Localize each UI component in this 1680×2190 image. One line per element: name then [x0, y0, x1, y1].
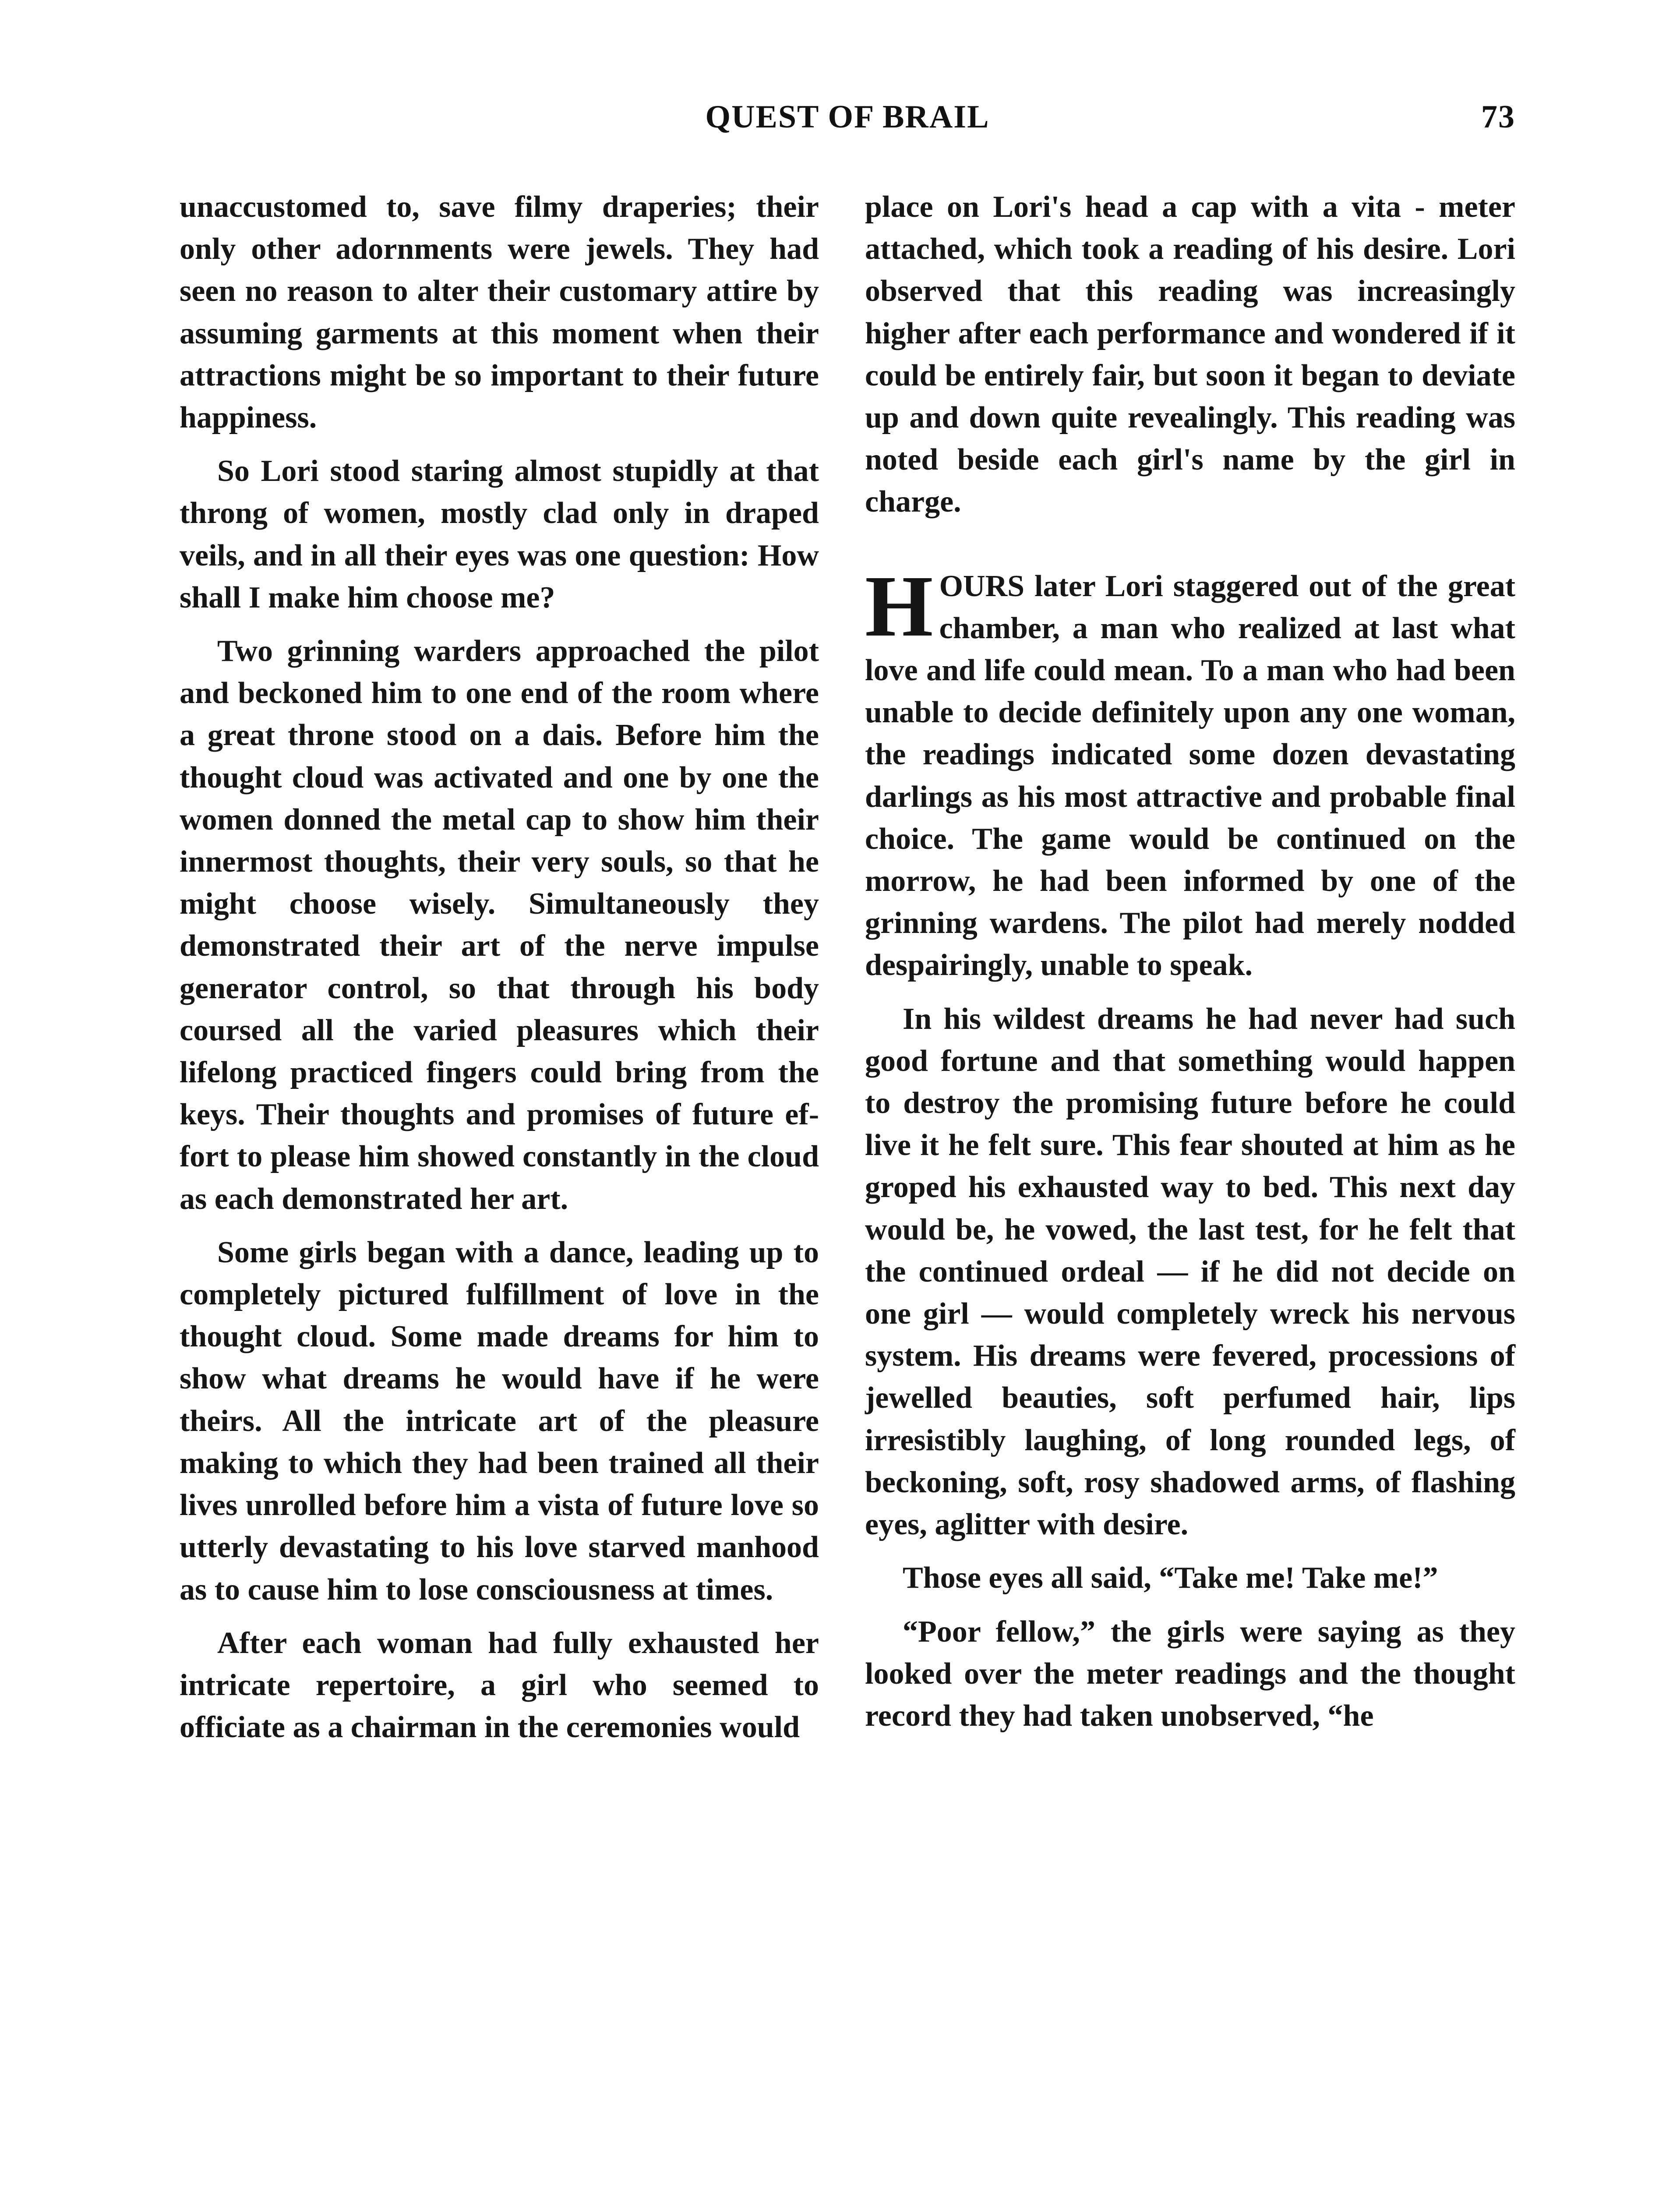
- paragraph: In his wildest dreams he had never had such good fortune and that something would happen to destroy the promising future before he could live it he felt sure. This fear shouted at him as he groped his exhausted way to bed. This next day would be, he vowed, the last test, for he felt that the continued ordeal — if he did not decide on one girl — would completely wreck his nervous system. His dreams were fevered, processions of jewelled beauties, soft perfumed hair, lips irresistibly laughing, of long rounded legs, of beckoning, soft, rosy shadowed arms, of flashing eyes, aglitter with desire.: [865, 1002, 1515, 1542]
- paragraph: Some girls began with a dance, leading up to completely pictured fulfillment of love in the thought cloud. Some made dreams for him to show what dreams he would have if he were theirs. All the intricate art of the pleasure making to which they had been trained all their lives unrolled before him a vista of future love so utterly devastating to his love starved manhood as to cause him to lose consciousness at times.: [180, 1235, 819, 1607]
- paragraph: place on Lori's head a cap with a vita - meter attached, which took a reading of his desire. Lori observed that this reading was increasingly higher after each performance and wondered if it could be entirely fair, but soon it began to deviate up and down quite revealingly. This reading was noted beside each girl's name by the girl in charge.: [865, 190, 1515, 519]
- right-column: [865, 186, 1515, 1748]
- left-column: [180, 186, 819, 1760]
- page-number: 73: [1481, 99, 1515, 135]
- page-title: QUEST OF BRAIL: [705, 99, 990, 135]
- paragraph: So Lori stood staring almost stupidly at that throng of women, mostly clad only in draped veils, and in all their eyes was one question: How shall I make him choose me?: [180, 454, 819, 615]
- running-head: [180, 99, 1515, 151]
- section-opening-text: OURS later Lori staggered out of the great chamber, a man who realized at last what love and life could mean. To a man who had been unable to decide definitely upon any one woman, the readings indicated some dozen devastating darlings as his most attractive and probable final choice. The game would be continued on the morrow, he had been informed by one of the grinning wardens. The pilot had merely nodded despairingly, unable to speak.: [865, 569, 1515, 982]
- paragraph: unaccustomed to, save filmy draperies; their only other adornments were jewels. They had seen no reason to alter their customary attire by assuming garments at this moment when their attractions might be so important to their future happiness.: [180, 190, 819, 435]
- section-opening-paragraph: [865, 558, 1515, 987]
- drop-cap: H: [865, 558, 933, 655]
- paragraph: After each woman had fully exhausted her intricate repertoire, a girl who seemed to officiate as a chairman in the ceremonies would: [180, 1626, 819, 1745]
- paragraph: “Poor fellow,” the girls were saying as they looked over the meter readings and the thought record they had taken unobserved, “he: [865, 1614, 1515, 1733]
- paragraph: Two grinning warders approached the pilot and beckoned him to one end of the room where a great throne stood on a dais. Before him the thought cloud was activated and one by one the women donned the metal cap to show him their innermost thoughts, their very souls, so that he might choose wisely. Simultaneously they demonstrated their art of the nerve impulse generator control, so that through his body coursed all the varied pleasures which their lifelong practiced fingers could bring from the keys. Their thoughts and promises of future effort to please him showed constantly in the cloud as each demonstrated her art.: [180, 634, 819, 1216]
- paragraph: Those eyes all said, “Take me! Take me!”: [903, 1561, 1438, 1595]
